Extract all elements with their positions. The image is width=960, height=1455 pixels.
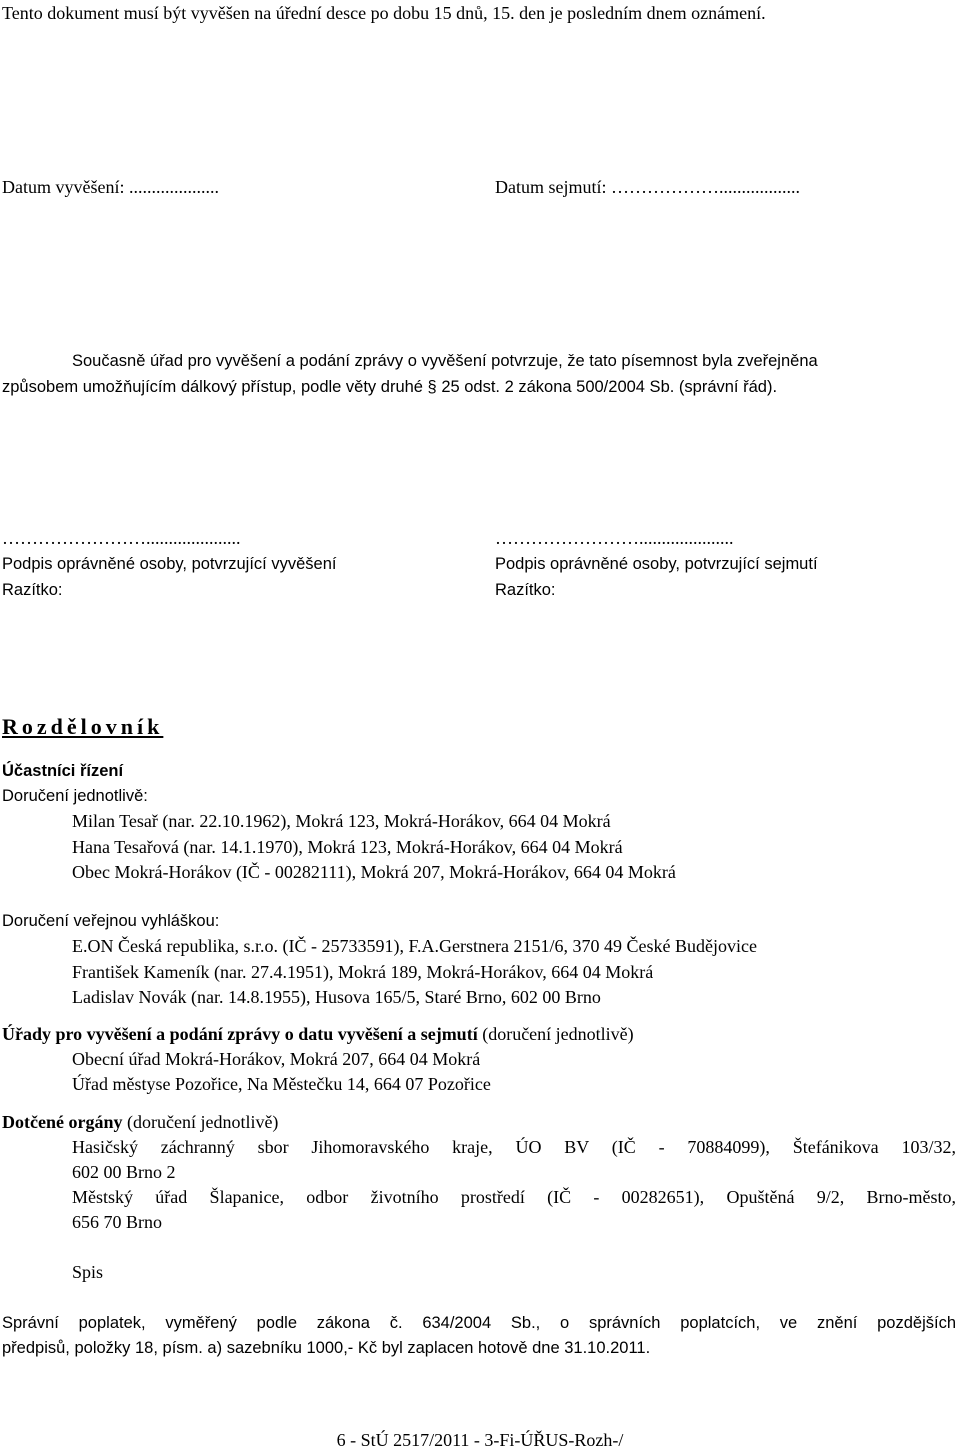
signature-label-removed: Podpis oprávněné osoby, potvrzující sejmutí xyxy=(495,555,818,573)
recipient-3: Obec Mokrá-Horákov (IČ - 00282111), Mokrá 207, Mokrá-Horákov, 664 04 Mokrá xyxy=(72,862,676,882)
offices-heading xyxy=(2,1023,634,1045)
individual-delivery-label: Doručení jednotlivě: xyxy=(2,787,148,805)
office-2: Úřad městyse Pozořice, Na Městečku 14, 664 07 Pozořice xyxy=(72,1074,491,1094)
stamp-label-removed: Razítko: xyxy=(495,581,556,599)
public-delivery-label: Doručení veřejnou vyhláškou: xyxy=(2,912,220,930)
authority-1-line-2: 602 00 Brno 2 xyxy=(72,1162,176,1182)
authority-1-line-1: Hasičský záchranný sbor Jihomoravského kraje, ÚO BV (IČ - 70884099), Štefánikova 103/32, xyxy=(72,1137,956,1157)
authority-2-line-2: 656 70 Brno xyxy=(72,1212,162,1232)
confirmation-line-2: způsobem umožňujícím dálkový přístup, podle věty druhé § 25 odst. 2 zákona 500/2004 Sb. (správní řád). xyxy=(2,378,778,396)
offices-heading-bold: Úřady pro vyvěšení a podání zprávy o datu vyvěšení a sejmutí xyxy=(2,1024,478,1044)
public-recipient-2: František Kameník (nar. 27.4.1951), Mokrá 189, Mokrá-Horákov, 664 04 Mokrá xyxy=(72,962,654,982)
date-posted-field: Datum vyvěšení: .................... xyxy=(2,177,219,197)
fee-line-2: předpisů, položky 18, písm. a) sazebníku 1000,- Kč byl zaplacen hotově dne 31.10.2011. xyxy=(2,1339,651,1357)
office-1: Obecní úřad Mokrá-Horákov, Mokrá 207, 664 04 Mokrá xyxy=(72,1049,481,1069)
date-removed-field: Datum sejmutí: ……………….................. xyxy=(495,177,800,197)
recipient-1: Milan Tesař (nar. 22.10.1962), Mokrá 123, Mokrá-Horákov, 664 04 Mokrá xyxy=(72,811,611,831)
reference-number: 6 - StÚ 2517/2011 - 3-Fi-ÚŘUS-Rozh-/ xyxy=(336,1430,624,1450)
offices-heading-note: (doručení jednotlivě) xyxy=(477,1024,634,1044)
confirmation-line-1: Současně úřad pro vyvěšení a podání zprávy o vyvěšení potvrzuje, že tato písemnost byla zveřejněna xyxy=(72,352,818,370)
fee-line-1: Správní poplatek, vyměřený podle zákona č. 634/2004 Sb., o správních poplatcích, ve znění pozdějších xyxy=(2,1314,956,1332)
authorities-heading-note: (doručení jednotlivě) xyxy=(122,1112,279,1132)
authorities-heading xyxy=(2,1111,278,1133)
stamp-label-posted: Razítko: xyxy=(2,581,63,599)
recipient-2: Hana Tesařová (nar. 14.1.1970), Mokrá 123, Mokrá-Horákov, 664 04 Mokrá xyxy=(72,837,623,857)
signature-line-removed: ……………………..................... xyxy=(495,528,734,548)
file-copy: Spis xyxy=(72,1262,104,1282)
participants-heading: Účastníci řízení xyxy=(2,762,124,780)
public-recipient-1: E.ON Česká republika, s.r.o. (IČ - 25733591), F.A.Gerstnera 2151/6, 370 49 České Budějovice xyxy=(72,936,757,956)
posting-instruction: Tento dokument musí být vyvěšen na úřední desce po dobu 15 dnů, 15. den je posledním dnem oznámení. xyxy=(2,3,766,23)
authorities-heading-bold: Dotčené orgány xyxy=(2,1112,123,1132)
distribution-heading: Rozdělovník xyxy=(2,714,164,739)
authority-2-line-1: Městský úřad Šlapanice, odbor životního prostředí (IČ - 00282651), Opuštěná 9/2, Brno-město, xyxy=(72,1187,956,1207)
signature-label-posted: Podpis oprávněné osoby, potvrzující vyvěšení xyxy=(2,555,337,573)
signature-line-posted: ……………………..................... xyxy=(2,528,241,548)
public-recipient-3: Ladislav Novák (nar. 14.8.1955), Husova 165/5, Staré Brno, 602 00 Brno xyxy=(72,987,601,1007)
